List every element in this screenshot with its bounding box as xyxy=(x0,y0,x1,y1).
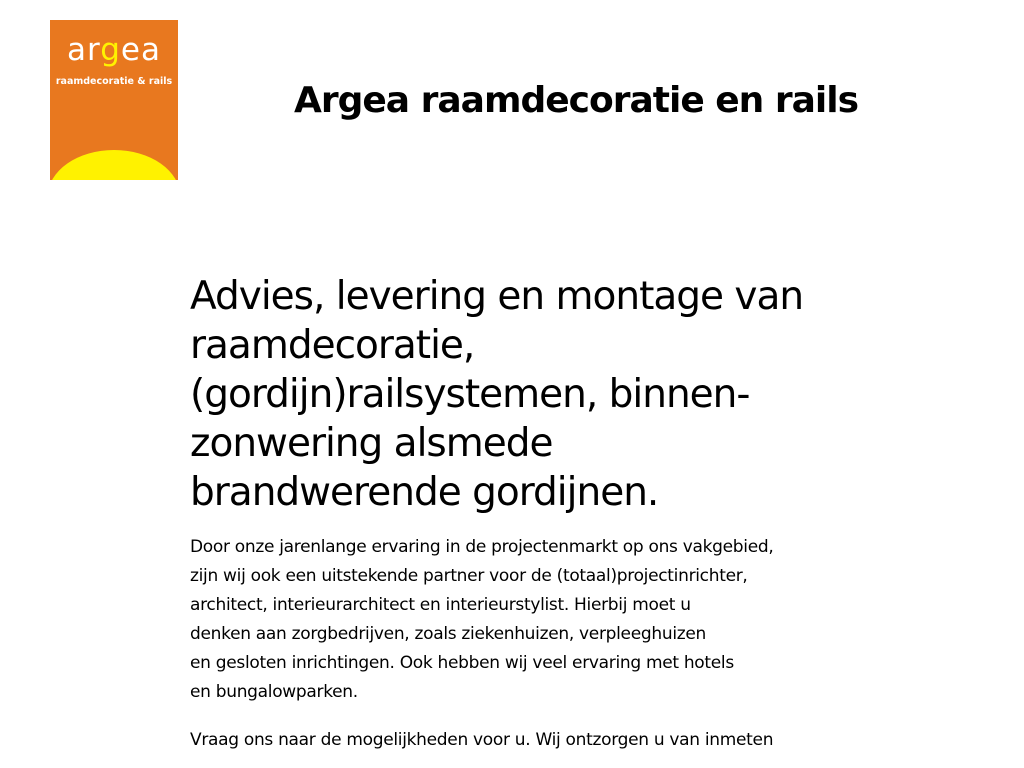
logo-sun-icon xyxy=(50,148,178,180)
headline-line: (gordijn)railsystemen, binnen- xyxy=(190,372,750,417)
logo-word-end: ea xyxy=(120,32,161,68)
logo-word-g: g xyxy=(100,32,121,68)
paragraph-line: Door onze jarenlange ervaring in de projectenmarkt op ons vakgebied, xyxy=(190,537,774,557)
headline-line: zonwering alsmede xyxy=(190,421,553,466)
intro-paragraph xyxy=(190,533,840,707)
paragraph-line: en gesloten inrichtingen. Ook hebben wij veel ervaring met hotels xyxy=(190,653,734,673)
paragraph-line: en bungalowparken. xyxy=(190,682,358,702)
headline-line: raamdecoratie, xyxy=(190,323,475,368)
contact-paragraph xyxy=(190,726,840,755)
page-headline xyxy=(190,272,840,517)
logo-tagline: raamdecoratie & rails xyxy=(55,76,173,87)
main-content xyxy=(190,272,840,755)
logo-word-start: ar xyxy=(67,32,101,68)
logo-wordmark xyxy=(50,30,178,70)
headline-line: Advies, levering en montage van xyxy=(190,274,804,319)
paragraph-line: denken aan zorgbedrijven, zoals ziekenhuizen, verpleeghuizen xyxy=(190,624,706,644)
paragraph-line: zijn wij ook een uitstekende partner voor de (totaal)projectinrichter, xyxy=(190,566,748,586)
paragraph-line: architect, interieurarchitect en interieurstylist. Hierbij moet u xyxy=(190,595,691,615)
site-title: Argea raamdecoratie en rails xyxy=(293,80,858,121)
paragraph-line: Vraag ons naar de mogelijkheden voor u. Wij ontzorgen u van inmeten xyxy=(190,730,774,750)
argea-logo[interactable] xyxy=(50,20,178,180)
headline-line: brandwerende gordijnen. xyxy=(190,470,659,515)
